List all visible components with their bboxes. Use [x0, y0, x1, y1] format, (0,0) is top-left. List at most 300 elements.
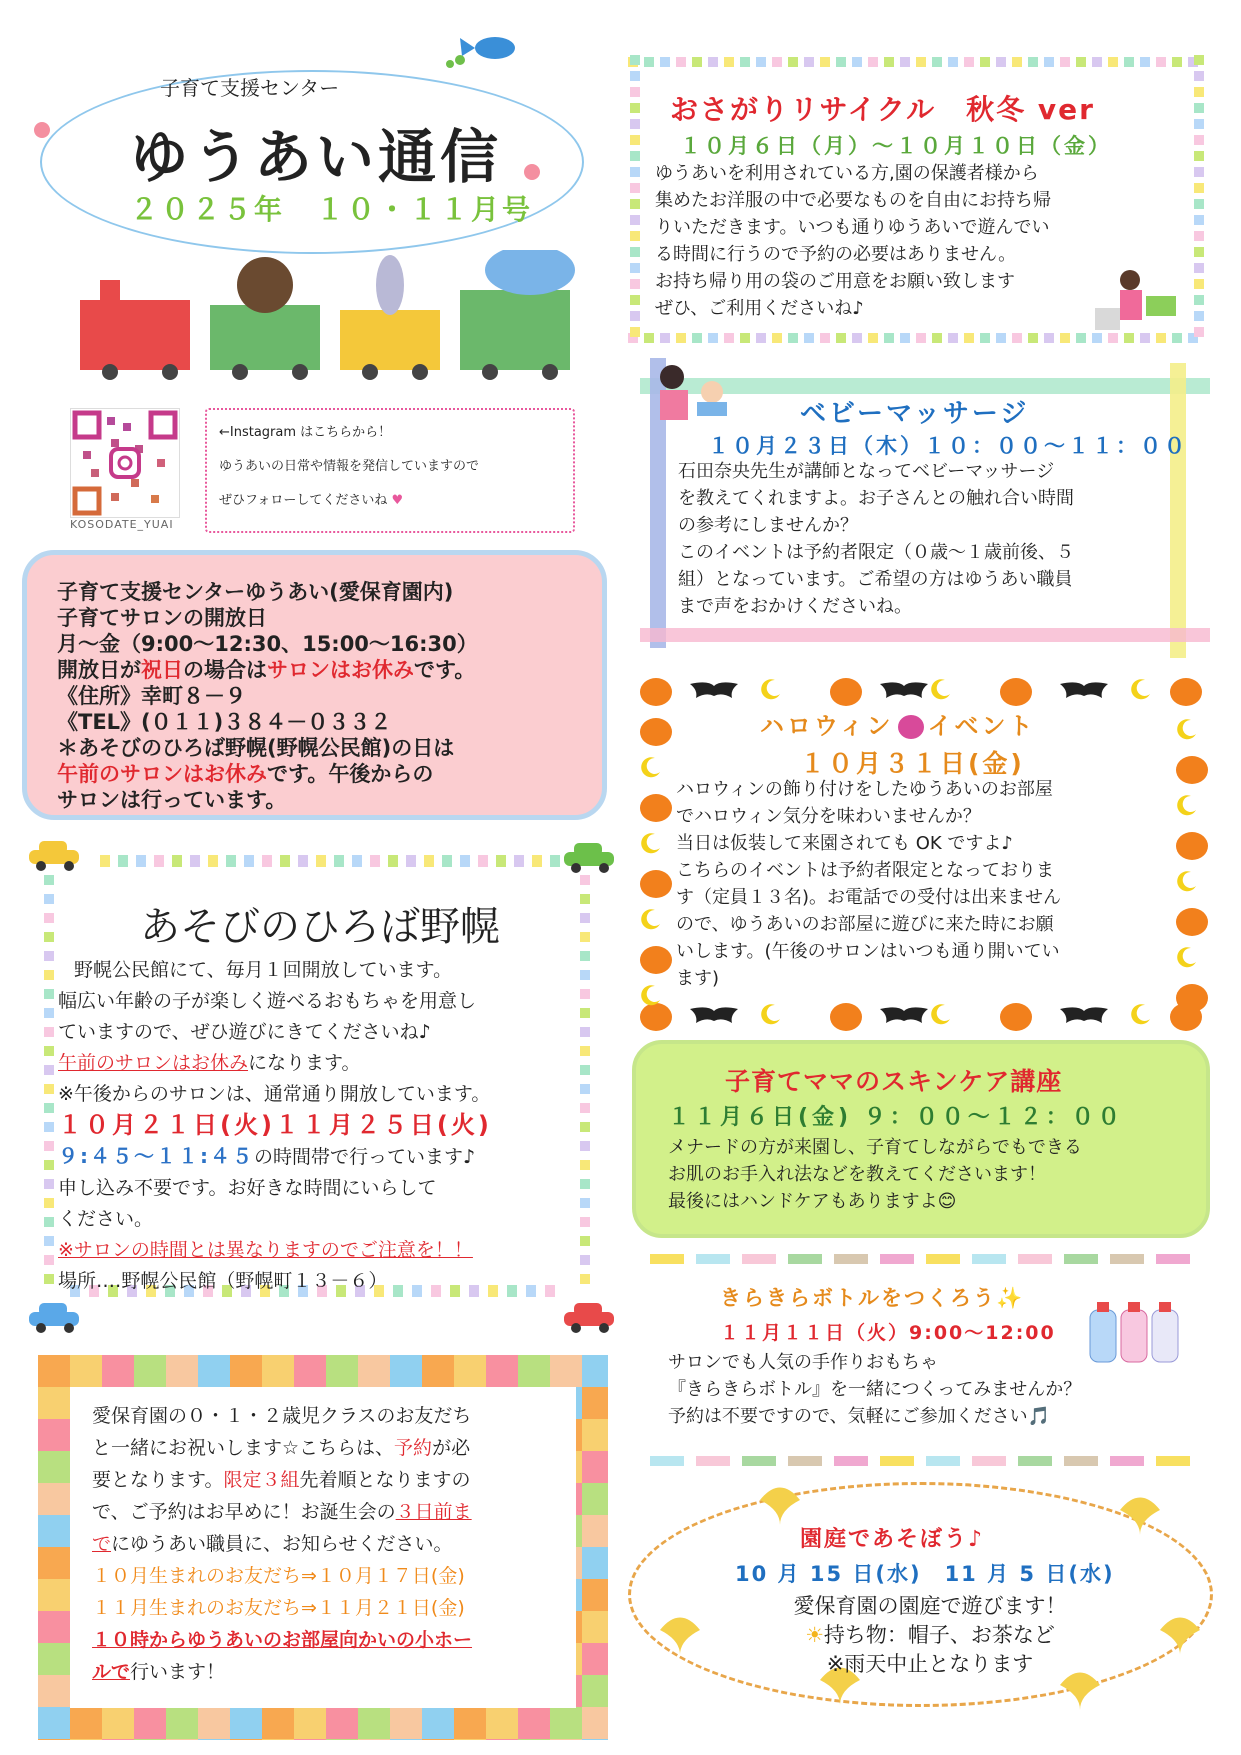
birthday-text: が必 — [432, 1437, 471, 1459]
frame-dot — [316, 855, 326, 867]
issue-label: ２０２５年 １０・１１月号 — [130, 193, 534, 226]
frame-square — [756, 333, 766, 343]
salon-text: です。 — [414, 658, 476, 682]
frame-square — [820, 333, 830, 343]
checker-tile — [454, 1355, 486, 1387]
checker-tile — [70, 1355, 102, 1387]
checker-tile — [582, 1643, 608, 1675]
halloween-title-text: イベント — [927, 712, 1036, 740]
checker-tile — [134, 1355, 166, 1387]
frame-dot — [44, 1179, 54, 1189]
hiroba-title: あそびのひろば野幌 — [140, 904, 500, 950]
baby-line: を教えてくれますよ。お子さんとの触れ合い時間 — [678, 488, 1074, 509]
frame-square — [724, 333, 734, 343]
frame-square — [900, 57, 910, 67]
newsletter-title: ゆうあい通信 — [130, 123, 503, 191]
osagari-body — [655, 160, 1160, 322]
bat-icon — [1060, 680, 1108, 700]
halloween-line: す（定員１３名)。お電話での受付は出来ません — [676, 887, 1062, 908]
moon-icon — [640, 984, 662, 1006]
salon-highlight: サロンはお休み — [267, 658, 414, 682]
dash-segment — [926, 1254, 960, 1264]
moon-icon — [930, 678, 952, 700]
frame-square — [630, 87, 640, 97]
skincare-line: 最後にはハンドケアもありますよ😊 — [668, 1191, 957, 1212]
frame-square — [1194, 103, 1204, 113]
hiroba-body — [58, 955, 598, 1297]
frame-dot — [100, 855, 110, 867]
checker-tile — [102, 1707, 134, 1739]
birthday-nov: １１月生まれのお友だち⇒１１月２１日(金) — [92, 1597, 465, 1619]
frame-square — [1012, 57, 1022, 67]
frame-square — [630, 263, 640, 273]
dash-segment — [1018, 1254, 1052, 1264]
frame-square — [884, 333, 894, 343]
frame-square — [1092, 57, 1102, 67]
kira-top-dash-divider — [650, 1254, 1210, 1266]
qr-caption: KOSODATE_YUAI — [70, 518, 174, 531]
frame-square — [1194, 199, 1204, 209]
frame-square — [996, 57, 1006, 67]
checker-tile — [102, 1739, 134, 1740]
checker-tile — [582, 1579, 608, 1611]
halloween-line: いします。(午後のサロンはいつも通り開いてい — [676, 941, 1060, 962]
osagari-date: １０月６日（月）～１０月１０日（金） — [680, 134, 1112, 158]
checker-tile — [294, 1707, 326, 1739]
checker-tile — [582, 1419, 608, 1451]
frame-square — [630, 119, 640, 129]
dash-segment — [880, 1456, 914, 1466]
checker-tile — [518, 1739, 550, 1740]
salon-phone: 《TEL》(０１１)３８４－０３３２ — [57, 710, 392, 734]
dash-segment — [1110, 1254, 1144, 1264]
frame-square — [980, 57, 990, 67]
baby-massage-title: ベビーマッサージ — [800, 399, 1030, 429]
kira-line: サロンでも人気の手作りおもちゃ — [668, 1352, 938, 1373]
salon-highlight: 祝日 — [141, 658, 183, 682]
pumpkin-icon — [640, 870, 672, 898]
frame-square — [1076, 333, 1086, 343]
pumpkin-icon — [1176, 756, 1208, 784]
instagram-line: ←Instagram はこちらから！ — [219, 425, 392, 440]
checker-tile — [582, 1483, 608, 1515]
frame-square — [1108, 57, 1118, 67]
checker-tile — [390, 1355, 422, 1387]
pumpkin-icon — [640, 678, 672, 706]
birthday-highlight: 限定３組 — [223, 1469, 300, 1491]
frame-dot — [334, 855, 344, 867]
frame-square — [692, 333, 702, 343]
dash-segment — [742, 1456, 776, 1466]
skincare-title: 子育てママのスキンケア講座 — [725, 1067, 1063, 1096]
garden-body — [720, 1592, 1140, 1679]
frame-square — [772, 333, 782, 343]
frame-square — [1194, 87, 1204, 97]
frame-square — [630, 151, 640, 161]
halloween-date: １０月３１日(金) — [800, 749, 1025, 778]
checker-tile — [166, 1739, 198, 1740]
frame-dot — [208, 855, 218, 867]
frame-dot — [244, 855, 254, 867]
checker-tile — [582, 1547, 608, 1579]
birthday-body — [92, 1400, 562, 1688]
kira-line: 『きらきらボトル』を一緒につくってみませんか？ — [668, 1379, 1082, 1400]
checker-tile — [550, 1739, 582, 1740]
checker-tile — [358, 1355, 390, 1387]
frame-square — [1044, 57, 1054, 67]
hiroba-time: ９:４５～１１:４５ — [58, 1144, 254, 1168]
salon-text: です。午後からの — [267, 762, 434, 786]
pumpkin-icon — [640, 946, 672, 974]
halloween-line: ハロウィンの飾り付けをしたゆうあいのお部屋 — [676, 779, 1053, 800]
checker-tile — [486, 1739, 518, 1740]
checker-tile — [38, 1483, 70, 1515]
dash-segment — [972, 1254, 1006, 1264]
dash-segment — [1064, 1254, 1098, 1264]
checker-tile — [70, 1707, 102, 1739]
checker-tile — [358, 1707, 390, 1739]
bat-icon — [880, 680, 928, 700]
frame-square — [932, 333, 942, 343]
checker-tile — [486, 1355, 518, 1387]
frame-square — [788, 57, 798, 67]
frame-square — [1194, 327, 1204, 337]
hiroba-notice: ※サロンの時間とは異なりますのでご注意を！！ — [58, 1239, 473, 1261]
salon-info-box — [22, 550, 607, 820]
frame-square — [630, 311, 640, 321]
frame-dot — [580, 913, 590, 923]
frame-square — [1194, 215, 1204, 225]
checker-tile — [134, 1707, 166, 1739]
frame-square — [948, 333, 958, 343]
checker-tile — [38, 1643, 70, 1675]
frame-square — [868, 333, 878, 343]
frame-dot — [262, 855, 272, 867]
skincare-date: １１月６日(金) ９：００～１２：００ — [668, 1105, 1124, 1130]
pumpkin-icon — [1000, 678, 1032, 706]
frame-square — [1194, 231, 1204, 241]
frame-dot — [460, 855, 470, 867]
instagram-line: ぜひフォローしてくださいね — [219, 493, 388, 508]
checker-tile — [582, 1611, 608, 1643]
frame-square — [630, 231, 640, 241]
checker-tile — [550, 1355, 582, 1387]
pumpkin-icon — [640, 718, 672, 746]
frame-dot — [388, 855, 398, 867]
moon-icon — [640, 832, 662, 854]
frame-dot — [44, 1008, 54, 1018]
hiroba-text: になります。 — [248, 1052, 361, 1074]
osagari-line: 集めたお洋服の中で必要なものを自由にお持ち帰 — [655, 190, 1051, 211]
checker-tile — [38, 1675, 70, 1707]
frame-dot — [154, 855, 164, 867]
frame-square — [1194, 151, 1204, 161]
birthday-oct: １０月生まれのお友だち⇒１０月１７日(金) — [92, 1565, 465, 1587]
dash-segment — [788, 1254, 822, 1264]
frame-square — [660, 57, 670, 67]
frame-dot — [226, 855, 236, 867]
salon-text: の場合は — [183, 658, 267, 682]
dash-segment — [972, 1456, 1006, 1466]
skincare-line: メナードの方が来園し、子育てしながらでもできる — [668, 1137, 1082, 1158]
frame-dot — [44, 951, 54, 961]
frame-dot — [172, 855, 182, 867]
frame-square — [788, 333, 798, 343]
halloween-line: ので、ゆうあいのお部屋に遊びに来た時にお願 — [676, 914, 1054, 935]
birthday-text: で、ご予約はお早めに！お誕生会の — [92, 1501, 396, 1523]
car-icon — [560, 840, 618, 874]
frame-dot — [406, 855, 416, 867]
frame-dot — [514, 855, 524, 867]
garden-date: 10 月 15 日(水) 11 月 5 日(水) — [735, 1562, 1115, 1586]
garden-line: 愛保育園の園庭で遊びます！ — [793, 1594, 1067, 1618]
frame-dot — [280, 855, 290, 867]
baby-line: の参考にしませんか？ — [678, 515, 858, 536]
frame-square — [852, 333, 862, 343]
checker-tile — [518, 1355, 550, 1387]
frame-square — [630, 183, 640, 193]
hiroba-line: 申し込み不要です。お好きな時間にいらして — [58, 1177, 437, 1199]
dash-segment — [788, 1456, 822, 1466]
frame-square — [996, 333, 1006, 343]
frame-dot — [496, 855, 506, 867]
frame-square — [1194, 295, 1204, 305]
checker-tile — [38, 1579, 70, 1611]
frame-square — [740, 57, 750, 67]
salon-hours: 月～金（9:00～12:30、15:00～16:30） — [57, 632, 478, 656]
halloween-title — [760, 706, 1036, 741]
mother-baby-illustration — [652, 362, 736, 434]
frame-square — [1194, 119, 1204, 129]
birthday-place: １０時からゆうあいのお部屋向かいの小ホー — [92, 1629, 473, 1651]
moon-icon — [1176, 870, 1198, 892]
frame-dot — [44, 1198, 54, 1208]
frame-square — [1140, 57, 1150, 67]
moon-icon — [1176, 794, 1198, 816]
dash-segment — [834, 1254, 868, 1264]
frame-square — [1194, 183, 1204, 193]
checker-tile — [166, 1707, 198, 1739]
checker-tile — [38, 1387, 70, 1419]
birthday-text: 要となります。 — [92, 1469, 224, 1491]
checker-tile — [582, 1387, 608, 1419]
checker-tile — [550, 1707, 582, 1739]
pumpkin-icon — [1176, 908, 1208, 936]
frame-square — [1194, 55, 1204, 65]
kira-bottom-dash-divider — [650, 1456, 1210, 1468]
salon-highlight: 午前のサロンはお休み — [57, 762, 267, 786]
frame-square — [1156, 57, 1166, 67]
frame-dot — [44, 989, 54, 999]
frame-square — [630, 295, 640, 305]
frame-dot — [136, 855, 146, 867]
osagari-line: ぜひ、ご利用くださいね♪ — [655, 298, 864, 319]
checker-tile — [262, 1707, 294, 1739]
frame-square — [708, 333, 718, 343]
frame-dot — [44, 970, 54, 980]
baby-line: まで声をおかけくださいね。 — [678, 596, 912, 617]
frame-square — [1194, 167, 1204, 177]
frame-square — [964, 57, 974, 67]
frame-square — [1028, 333, 1038, 343]
checker-tile — [518, 1707, 550, 1739]
skincare-body — [668, 1134, 1188, 1215]
frame-square — [708, 57, 718, 67]
bat-icon — [690, 680, 738, 700]
frame-square — [1194, 71, 1204, 81]
salon-address: 《住所》幸町８－９ — [57, 684, 246, 708]
moon-icon — [1176, 718, 1198, 740]
checker-tile — [390, 1707, 422, 1739]
train-illustration — [80, 250, 600, 380]
flower-icon — [520, 160, 544, 184]
frame-square — [900, 333, 910, 343]
frame-dot — [44, 932, 54, 942]
frame-square — [644, 57, 654, 67]
frame-square — [740, 333, 750, 343]
checker-tile — [262, 1355, 294, 1387]
birthday-highlight: で — [92, 1533, 112, 1555]
moon-icon — [930, 1003, 952, 1025]
hiroba-line: 野幌公民館にて、毎月１回開放しています。 — [74, 959, 453, 981]
birthday-text: 行います！ — [130, 1661, 226, 1683]
flower-icon — [30, 118, 54, 142]
osagari-line: お持ち帰り用の袋のご用意をお願い致します — [655, 271, 1015, 292]
dash-segment — [1110, 1456, 1144, 1466]
halloween-title-text: ハロウィン — [760, 712, 894, 740]
moon-icon — [760, 678, 782, 700]
dash-segment — [1156, 1456, 1190, 1466]
pumpkin-icon — [640, 1003, 672, 1031]
frame-dot — [44, 1160, 54, 1170]
dash-segment — [742, 1254, 776, 1264]
baby-line: 組）となっています。ご希望の方はゆうあい職員 — [678, 569, 1073, 590]
garden-title: 園庭であそぼう♪ — [800, 1527, 985, 1552]
pumpkin-face-icon — [898, 715, 924, 739]
frame-square — [804, 57, 814, 67]
hiroba-line: 幅広い年齢の子が楽しく遊べるおもちゃを用意し — [58, 990, 477, 1012]
checker-tile — [230, 1707, 262, 1739]
birthday-highlight: 予約 — [394, 1437, 433, 1459]
frame-square — [1124, 57, 1134, 67]
hiroba-line: ください。 — [58, 1208, 154, 1230]
frame-square — [1012, 333, 1022, 343]
checker-tile — [582, 1675, 608, 1707]
car-icon — [25, 838, 83, 872]
frame-dot — [532, 855, 542, 867]
kira-title: きらきらボトルをつくろう✨ — [720, 1286, 1025, 1310]
dash-segment — [650, 1254, 684, 1264]
frame-dot — [370, 855, 380, 867]
frame-dot — [190, 855, 200, 867]
skincare-line: お肌のお手入れ法などを教えてくださいます！ — [668, 1164, 1046, 1185]
frame-dot — [44, 1122, 54, 1132]
frame-dot — [424, 855, 434, 867]
frame-dot — [550, 855, 560, 867]
frame-square — [820, 57, 830, 67]
frame-dot — [44, 1236, 54, 1246]
dash-segment — [1064, 1456, 1098, 1466]
frame-square — [1194, 263, 1204, 273]
frame-square — [676, 57, 686, 67]
halloween-line: 当日は仮装して来園されても OK ですよ♪ — [676, 833, 1013, 854]
baby-massage-date: １０月２３日（木）１０：００～１１：００ — [708, 434, 1188, 458]
qr-code[interactable] — [70, 408, 180, 518]
pumpkin-icon — [1176, 832, 1208, 860]
frame-square — [630, 71, 640, 81]
frame-dot — [298, 855, 308, 867]
frame-dot — [580, 894, 590, 904]
checker-tile — [422, 1739, 454, 1740]
frame-square — [630, 247, 640, 257]
bat-icon — [1060, 1005, 1108, 1025]
checker-tile — [422, 1707, 454, 1739]
heart-icon: ♥ — [387, 493, 404, 508]
frame-square — [1194, 135, 1204, 145]
frame-dot — [44, 875, 54, 885]
hiroba-highlight: 午前のサロンはお休み — [58, 1052, 249, 1074]
moon-icon — [1130, 1003, 1152, 1025]
checker-tile — [38, 1419, 70, 1451]
frame-square — [1060, 57, 1070, 67]
dash-segment — [650, 1456, 684, 1466]
dash-segment — [834, 1456, 868, 1466]
birthday-text: 先着順となりますの — [299, 1469, 471, 1491]
salon-line: 子育てサロンの開放日 — [57, 606, 267, 630]
halloween-line: ます) — [676, 968, 720, 989]
checker-tile — [390, 1739, 422, 1740]
frame-square — [1194, 247, 1204, 257]
garden-line: 持ち物：帽子、お茶など — [823, 1623, 1055, 1647]
birthday-line: 愛保育園の０・１・２歳児クラスのお友だち — [92, 1405, 472, 1427]
car-icon — [560, 1300, 618, 1334]
birthday-text: にゆうあい職員に、お知らせください。 — [111, 1533, 453, 1555]
osagari-title: おさがりリサイクル 秋冬 ver — [670, 93, 1095, 126]
frame-dot — [44, 1255, 54, 1265]
frame-dot — [44, 1027, 54, 1037]
frame-square — [980, 333, 990, 343]
salon-line: サロンは行っています。 — [57, 788, 287, 812]
frame-square — [1044, 333, 1054, 343]
frame-dot — [442, 855, 452, 867]
frame-square — [630, 279, 640, 289]
checker-tile — [326, 1707, 358, 1739]
frame-dot — [44, 1103, 54, 1113]
checker-tile — [38, 1707, 70, 1739]
checker-tile — [486, 1707, 518, 1739]
dash-segment — [1018, 1456, 1052, 1466]
kira-body — [668, 1349, 1188, 1430]
frame-square — [948, 57, 958, 67]
pumpkin-icon — [640, 794, 672, 822]
frame-square — [916, 57, 926, 67]
halloween-body — [676, 776, 1146, 992]
checker-tile — [582, 1707, 608, 1739]
frame-square — [804, 333, 814, 343]
bat-icon — [880, 1005, 928, 1025]
checker-tile — [38, 1611, 70, 1643]
dash-segment — [926, 1456, 960, 1466]
checker-tile — [326, 1739, 358, 1740]
checker-tile — [422, 1355, 454, 1387]
checker-tile — [582, 1515, 608, 1547]
birthday-highlight: ３日前ま — [395, 1501, 472, 1523]
frame-square — [1194, 279, 1204, 289]
frame-dot — [44, 1141, 54, 1151]
frame-square — [630, 55, 640, 65]
checker-tile — [70, 1739, 102, 1740]
frame-dot — [44, 1217, 54, 1227]
